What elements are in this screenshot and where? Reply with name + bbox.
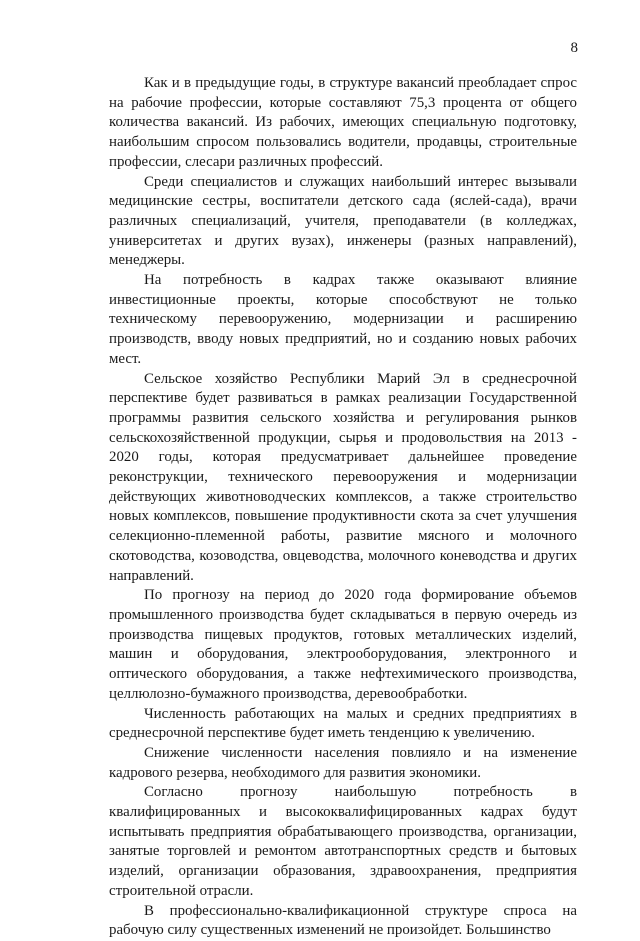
paragraph-qualified-staff: Согласно прогнозу наибольшую потребность в квалифицированных и высококвалифицированных кадрах будут испытывать предприятия обрабатывающего производства, организации, занятые торговлей и ремонтом автотранспортных средств и бытовых изделий, организации образования, здравоохранения, предприятия строительной отрасли. <box>109 784 577 899</box>
paragraph-industry-forecast: По прогнозу на период до 2020 года формирование объемов промышленного производства будет складываться в первую очередь из производства пищевых продуктов, готовых металлических изделий, машин и оборудования, электрооборудования, электронного и оптического оборудования, а также нефтехимического производства, целлюлозно-бумажного производства, деревообработки. <box>109 587 577 702</box>
paragraph-agriculture: Сельское хозяйство Республики Марий Эл в среднесрочной перспективе будет развиваться в рамках реализации Государственной программы развития сельского хозяйства и регулирования рынков сельскохозяйственной продукции, сырья и продовольствия на 2013 - 2020 годы, которая предусматривает дальнейшее проведение реконструкции, технического перевооружения и модернизации действующих животноводческих комплексов, а также строительство новых комплексов, повышение продуктивности скота за счет улучшения селекционно-племенной работы, развитие мясного и молочного скотоводства, козоводства, овцеводства, молочного коневодства и других направлений. <box>109 370 577 584</box>
paragraph-population-decline: Снижение численности населения повлияло и на изменение кадрового резерва, необходимого для развития экономики. <box>109 744 577 781</box>
paragraph-vacancy-structure: Как и в предыдущие годы, в структуре вакансий преобладает спрос на рабочие профессии, которые составляют 75,3 процента от общего количества вакансий. Из рабочих, имеющих специальную подготовку, наибольшим спросом пользовались водители, продавцы, строительные профессии, слесари различных профессий. <box>109 75 577 170</box>
page-number: 8 <box>570 40 578 56</box>
paragraph-investment-projects: На потребность в кадрах также оказывают влияние инвестиционные проекты, которые способствуют не только техническому перевооружению, модернизации и расширению производств, вводу новых предприятий, но и созданию новых рабочих мест. <box>109 272 577 367</box>
paragraph-qualification-structure: В профессионально-квалификационной структуре спроса на рабочую силу существенных изменений не произойдет. Большинство <box>109 902 577 939</box>
document-body <box>109 74 577 941</box>
paragraph-specialists-demand: Среди специалистов и служащих наибольший интерес вызывали медицинские сестры, воспитатели детского сада (яслей-сада), врачи различных специализаций, учителя, преподаватели (в колледжах, университетах и других вузах), инженеры (разных направлений), менеджеры. <box>109 173 577 269</box>
paragraph-small-business: Численность работающих на малых и средних предприятиях в среднесрочной перспективе будет иметь тенденцию к увеличению. <box>109 705 577 742</box>
